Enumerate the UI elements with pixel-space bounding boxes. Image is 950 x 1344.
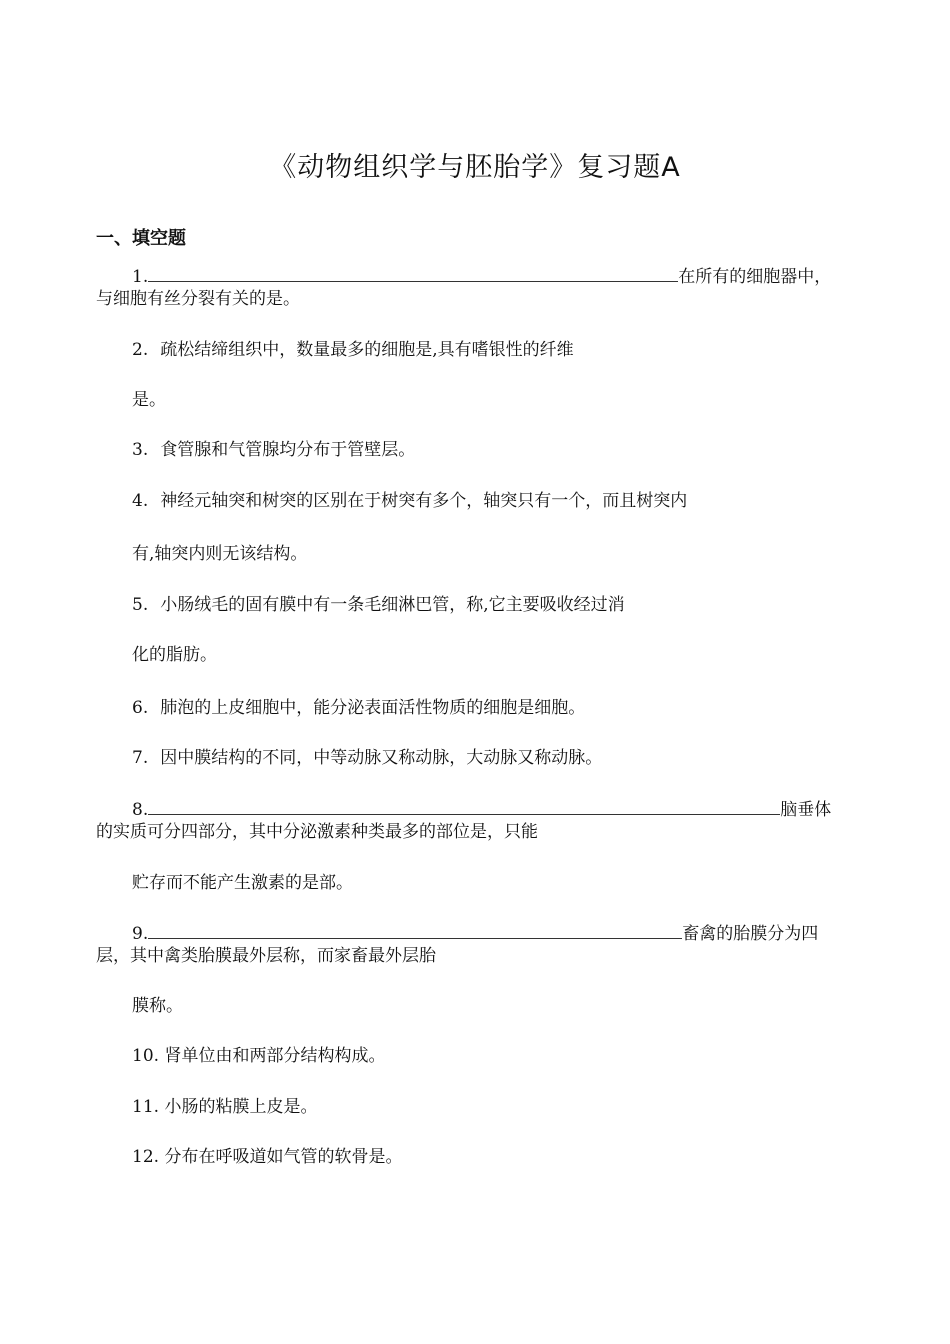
question-number: 10. (132, 1046, 160, 1066)
question-number: 7. (132, 748, 149, 768)
question-9 (132, 921, 818, 945)
question-text: 小肠的粘膜上皮是。 (164, 1097, 318, 1117)
question-number: 3. (132, 440, 149, 460)
question-1-continuation: 与细胞有丝分裂有关的是。 (96, 289, 300, 309)
question-11 (132, 1096, 317, 1118)
question-5 (132, 594, 625, 616)
question-2-continuation: 是。 (132, 390, 166, 410)
question-7 (132, 747, 602, 769)
answer-blank (148, 264, 678, 282)
question-text: 食管腺和气管腺均分布于管壁层。 (160, 440, 416, 460)
question-text: 畜禽的胎膜分为四 (682, 924, 819, 944)
question-10 (132, 1045, 385, 1067)
question-text: 分布在呼吸道如气管的软骨是。 (164, 1147, 403, 1167)
question-text: 肺泡的上皮细胞中，能分泌表面活性物质的细胞是细胞。 (160, 698, 586, 718)
question-number: 1. (132, 267, 149, 287)
question-number: 11. (132, 1097, 160, 1117)
question-number: 4. (132, 491, 149, 511)
question-text: 因中膜结构的不同，中等动脉又称动脉，大动脉又称动脉。 (160, 748, 603, 768)
answer-blank (148, 797, 780, 815)
question-8-continuation: 的实质可分四部分，其中分泌激素种类最多的部位是，只能 (96, 822, 538, 842)
question-text: 脑垂体 (780, 800, 832, 820)
question-4 (132, 490, 687, 512)
question-text: 肾单位由和两部分结构构成。 (164, 1046, 386, 1066)
question-number: 8. (132, 800, 149, 820)
question-number: 12. (132, 1147, 160, 1167)
question-number: 5. (132, 595, 149, 615)
question-text: 神经元轴突和树突的区别在于树突有多个，轴突只有一个，而且树突内 (160, 491, 688, 511)
question-9-continuation: 层，其中禽类胎膜最外层称，而家畜最外层胎 (96, 946, 436, 966)
question-9-continuation-2: 膜称。 (132, 996, 183, 1016)
question-8-continuation-2: 贮存而不能产生激素的是部。 (132, 873, 353, 893)
question-number: 2. (132, 340, 149, 360)
document-title: 《动物组织学与胚胎学》复习题A (269, 152, 681, 183)
question-1 (132, 264, 831, 288)
answer-blank (148, 921, 682, 939)
question-text: 在所有的细胞器中， (678, 267, 832, 287)
question-text: 疏松结缔组织中，数量最多的细胞是,具有嗜银性的纤维 (160, 340, 574, 360)
question-12 (132, 1146, 402, 1168)
question-4-continuation: 有,轴突内则无该结构。 (132, 544, 308, 564)
question-2 (132, 339, 574, 361)
question-text: 小肠绒毛的固有膜中有一条毛细淋巴管，称,它主要吸收经过消 (160, 595, 625, 615)
question-5-continuation: 化的脂肪。 (132, 645, 217, 665)
question-number: 9. (132, 924, 149, 944)
question-3 (132, 439, 415, 461)
question-8 (132, 797, 831, 821)
question-number: 6. (132, 698, 149, 718)
section-heading: 一、填空题 (96, 228, 186, 249)
question-6 (132, 697, 585, 719)
